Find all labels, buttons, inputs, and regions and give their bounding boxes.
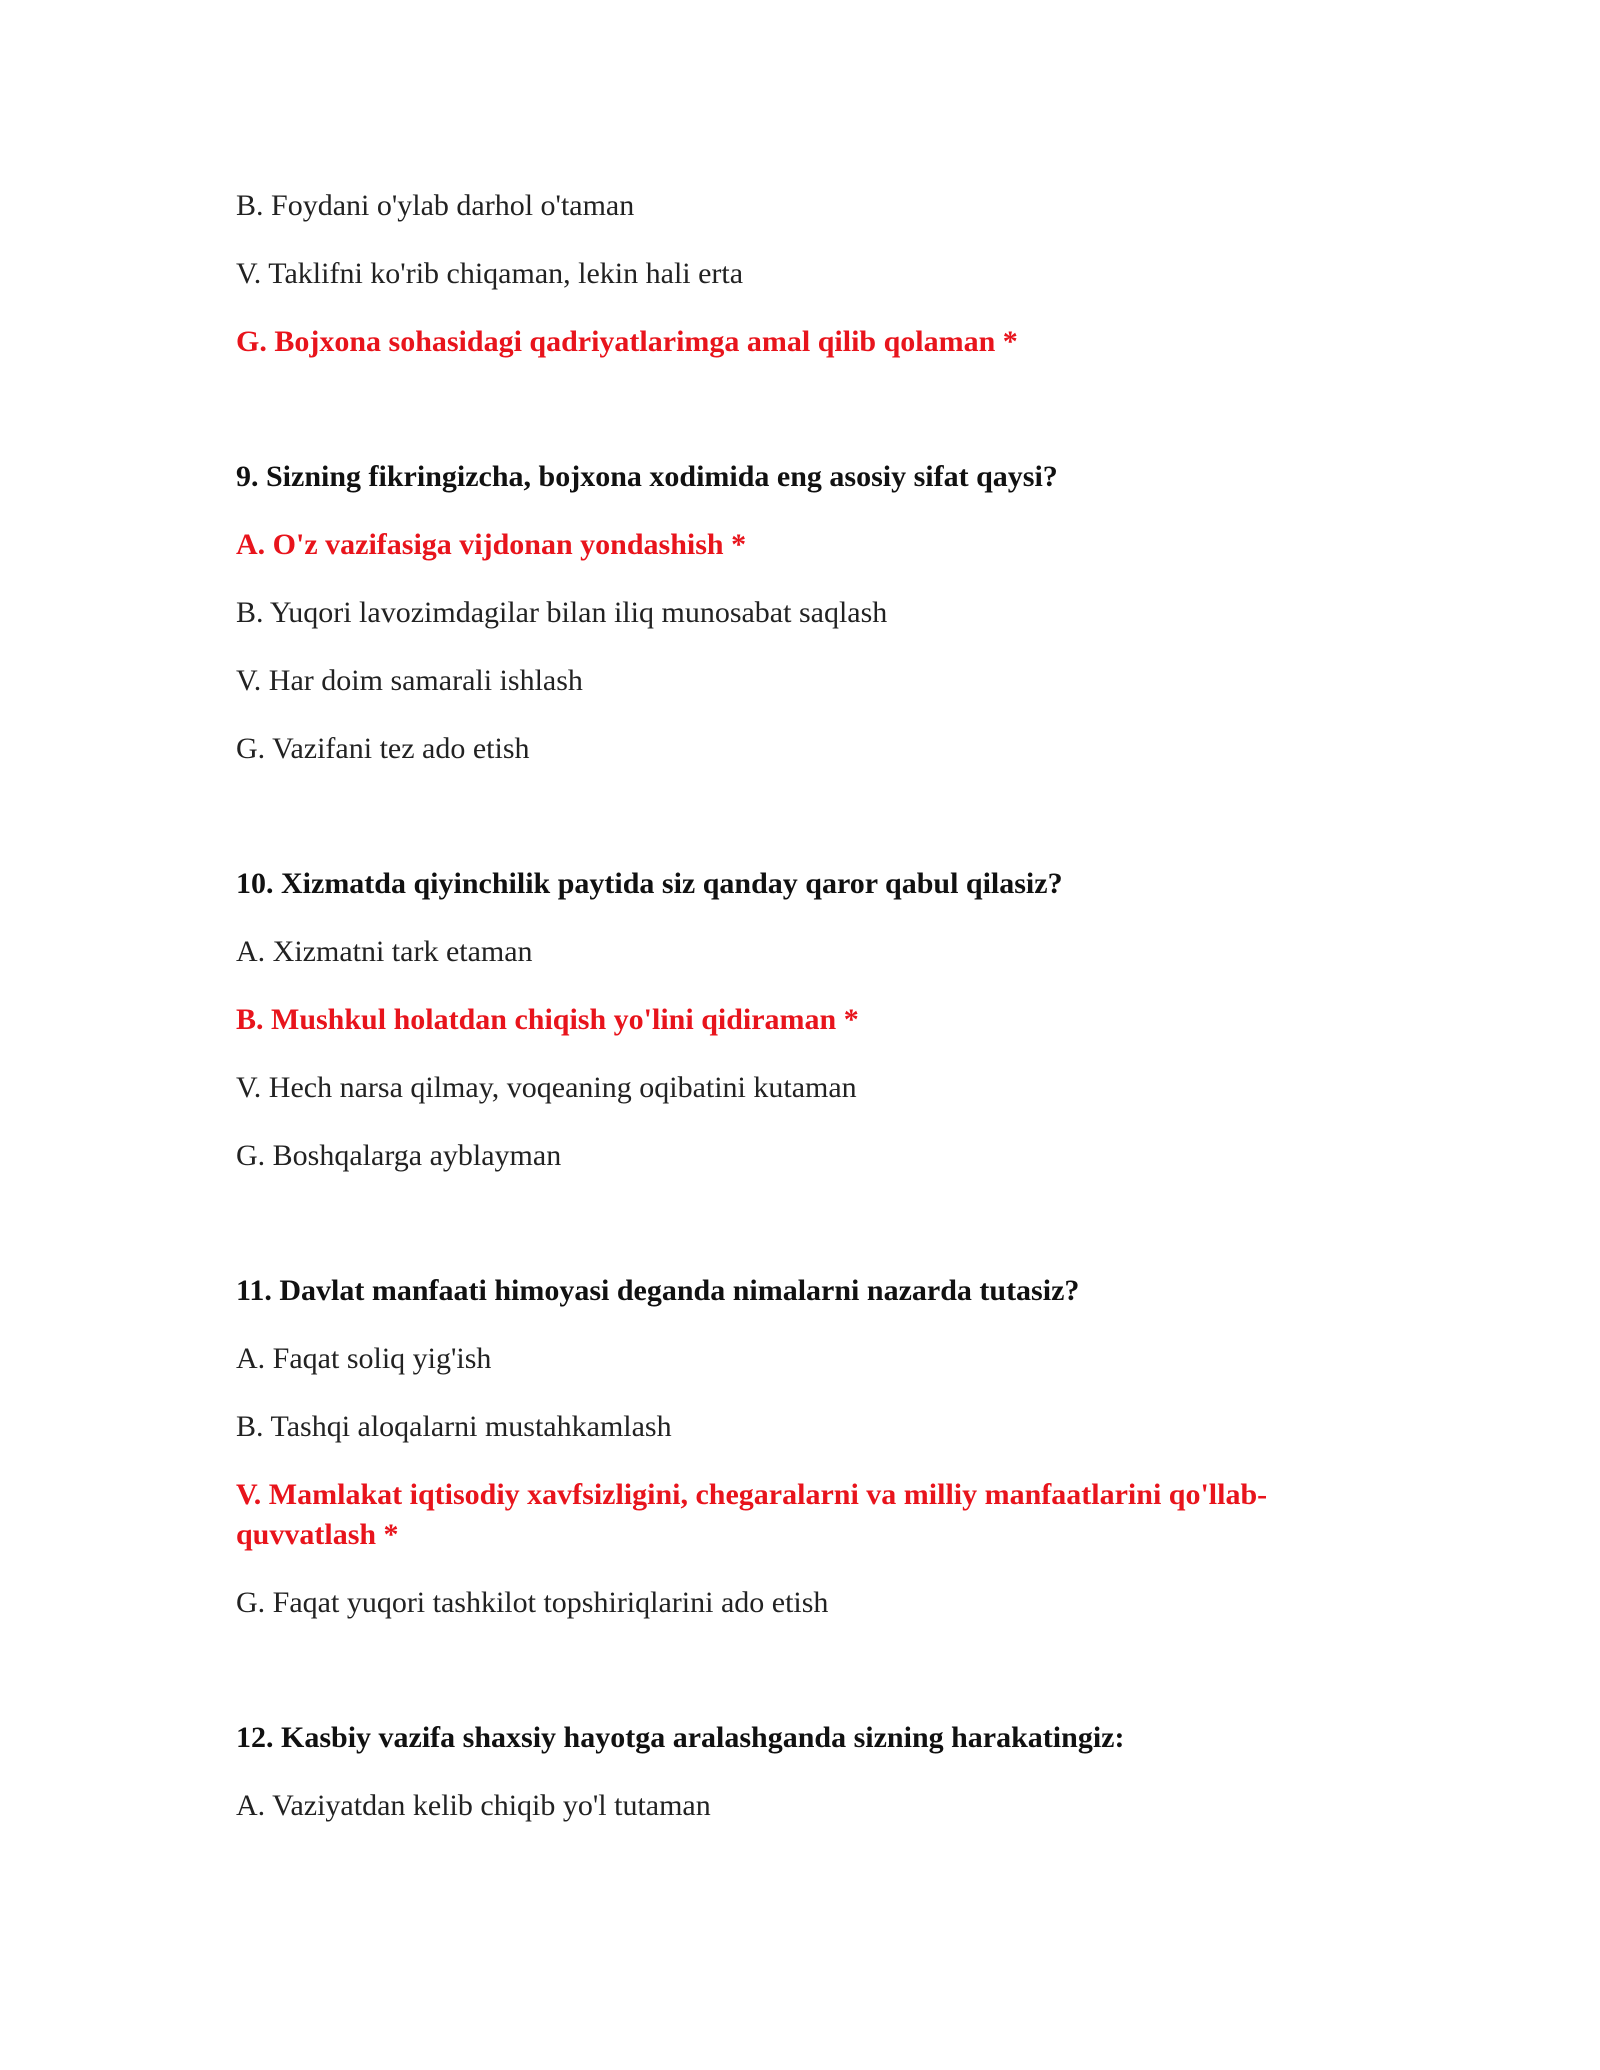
option-9-b: B. Yuqori lavozimdagilar bilan iliq munosabat saqlash [236,596,888,629]
option-10-v: V. Hech narsa qilmay, voqeaning oqibatini kutaman [236,1071,857,1104]
option-9-a-correct: A. O'z vazifasiga vijdonan yondashish * [236,528,747,561]
option-10-b-correct: B. Mushkul holatdan chiqish yo'lini qidiraman * [236,1003,859,1036]
question-11: 11. Davlat manfaati himoyasi deganda nimalarni nazarda tutasiz? [236,1274,1080,1307]
question-9: 9. Sizning fikringizcha, bojxona xodimida eng asosiy sifat qaysi? [236,460,1058,493]
option-9-g: G. Vazifani tez ado etish [236,732,530,765]
spacer [236,1204,1396,1271]
spacer [236,797,1396,864]
question-12: 12. Kasbiy vazifa shaxsiy hayotga aralashganda sizning harakatingiz: [236,1721,1125,1754]
spacer [236,1651,1396,1718]
option-11-g: G. Faqat yuqori tashkilot topshiriqlarini ado etish [236,1586,829,1619]
option-11-v-correct: V. Mamlakat iqtisodiy xavfsizligini, chegaralarni va milliy manfaatlarini qo'llab-quvvatlash * [236,1478,1268,1551]
option-12-a: A. Vaziyatdan kelib chiqib yo'l tutaman [236,1789,711,1822]
question-10: 10. Xizmatda qiyinchilik paytida siz qanday qaror qabul qilasiz? [236,867,1063,900]
quiz-content [236,186,1396,1854]
option-10-a: A. Xizmatni tark etaman [236,935,533,968]
option-9-v: V. Har doim samarali ishlash [236,664,583,697]
spacer [236,390,1396,457]
option-11-b: B. Tashqi aloqalarni mustahkamlash [236,1410,672,1443]
option-11-a: A. Faqat soliq yig'ish [236,1342,492,1375]
option-8-v: V. Taklifni ko'rib chiqaman, lekin hali erta [236,257,744,290]
option-8-b: B. Foydani o'ylab darhol o'taman [236,189,635,222]
option-10-g: G. Boshqalarga ayblayman [236,1139,562,1172]
option-8-g-correct: G. Bojxona sohasidagi qadriyatlarimga amal qilib qolaman * [236,325,1018,358]
